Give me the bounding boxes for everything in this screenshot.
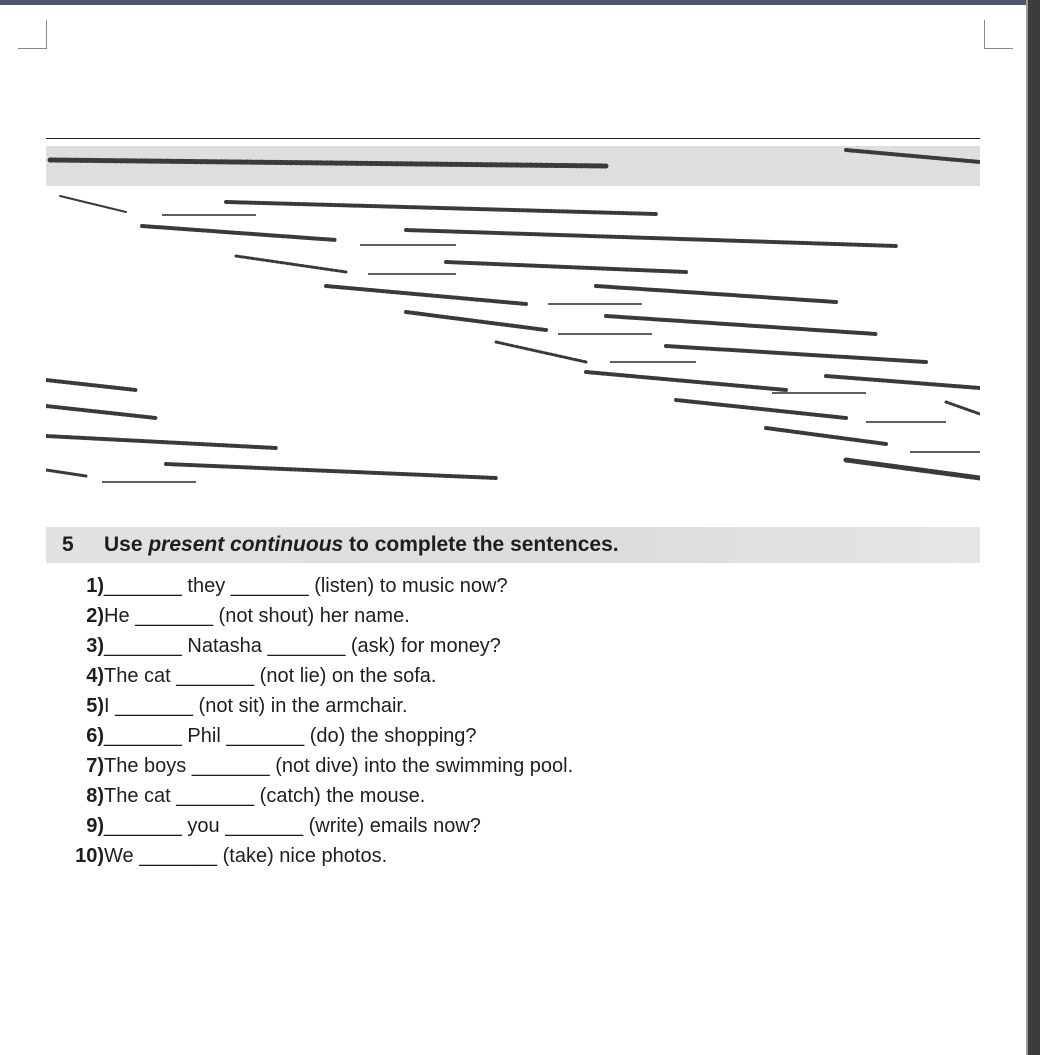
sentence-text: He _______ (not shout) her name. — [104, 605, 410, 627]
sentence-item — [46, 572, 946, 602]
scan-streak — [606, 316, 876, 334]
sentence-number: 8) — [86, 785, 104, 807]
sentence-item — [46, 692, 946, 722]
scan-streak — [496, 342, 586, 362]
sentence-number: 10) — [75, 845, 104, 867]
sentence-item — [46, 752, 946, 782]
scan-streak — [596, 286, 836, 302]
crop-mark-top-left — [18, 20, 47, 49]
scan-streak — [406, 312, 546, 330]
sentence-text: _______ you _______ (write) emails now? — [104, 815, 481, 837]
sentence-text: The cat _______ (not lie) on the sofa. — [104, 665, 437, 687]
sentence-item — [46, 632, 946, 662]
sentence-number: 2) — [86, 605, 104, 627]
scan-streak — [446, 262, 686, 272]
scan-streak — [166, 464, 496, 478]
sentence-number: 1) — [86, 575, 104, 597]
scan-streak — [46, 380, 136, 390]
scan-streak — [766, 428, 886, 444]
exercise-title: Use present continuous to complete the sentences. — [104, 533, 619, 556]
scan-streak — [586, 372, 786, 390]
grammar-term: present continuous — [148, 533, 344, 556]
exercise-header — [46, 527, 980, 563]
sentence-item — [46, 842, 946, 872]
sentence-number: 9) — [86, 815, 104, 837]
sentence-text: _______ they _______ (listen) to music now? — [104, 575, 508, 597]
scan-streak — [46, 470, 86, 476]
scan-streak — [846, 460, 980, 478]
sentence-text: _______ Natasha _______ (ask) for money? — [104, 635, 501, 657]
scan-streak — [60, 196, 126, 212]
sentence-item — [46, 662, 946, 692]
crop-mark-top-right — [984, 20, 1013, 49]
sentence-text: I _______ (not sit) in the armchair. — [104, 695, 408, 717]
sentence-number: 4) — [86, 665, 104, 687]
sentence-text: We _______ (take) nice photos. — [104, 845, 388, 867]
scan-streak — [406, 230, 896, 246]
window-right-border — [1028, 0, 1040, 1055]
sentence-list — [46, 572, 946, 872]
exercise-number: 5 — [62, 533, 74, 556]
sentence-number: 6) — [86, 725, 104, 747]
scan-streak — [226, 202, 656, 214]
sentence-item — [46, 782, 946, 812]
distorted-scan-area — [46, 138, 980, 483]
scan-streak — [236, 256, 346, 272]
scan-streak — [676, 400, 846, 418]
sentence-item — [46, 602, 946, 632]
scan-streak — [666, 346, 926, 362]
scan-streak — [946, 402, 980, 414]
sentence-text: _______ Phil _______ (do) the shopping? — [104, 725, 477, 747]
sentence-number: 5) — [86, 695, 104, 717]
scan-streak — [826, 376, 980, 388]
sentence-text: The boys _______ (not dive) into the swimming pool. — [104, 755, 574, 777]
scan-streak — [142, 226, 336, 240]
scan-streak — [46, 436, 276, 448]
sentence-number: 7) — [86, 755, 104, 777]
sentence-number: 3) — [86, 635, 104, 657]
sentence-text: The cat _______ (catch) the mouse. — [104, 785, 426, 807]
sentence-item — [46, 812, 946, 842]
scan-streak — [326, 286, 526, 304]
window-top-border — [0, 0, 1040, 5]
scan-streak — [46, 406, 156, 418]
sentence-item — [46, 722, 946, 752]
